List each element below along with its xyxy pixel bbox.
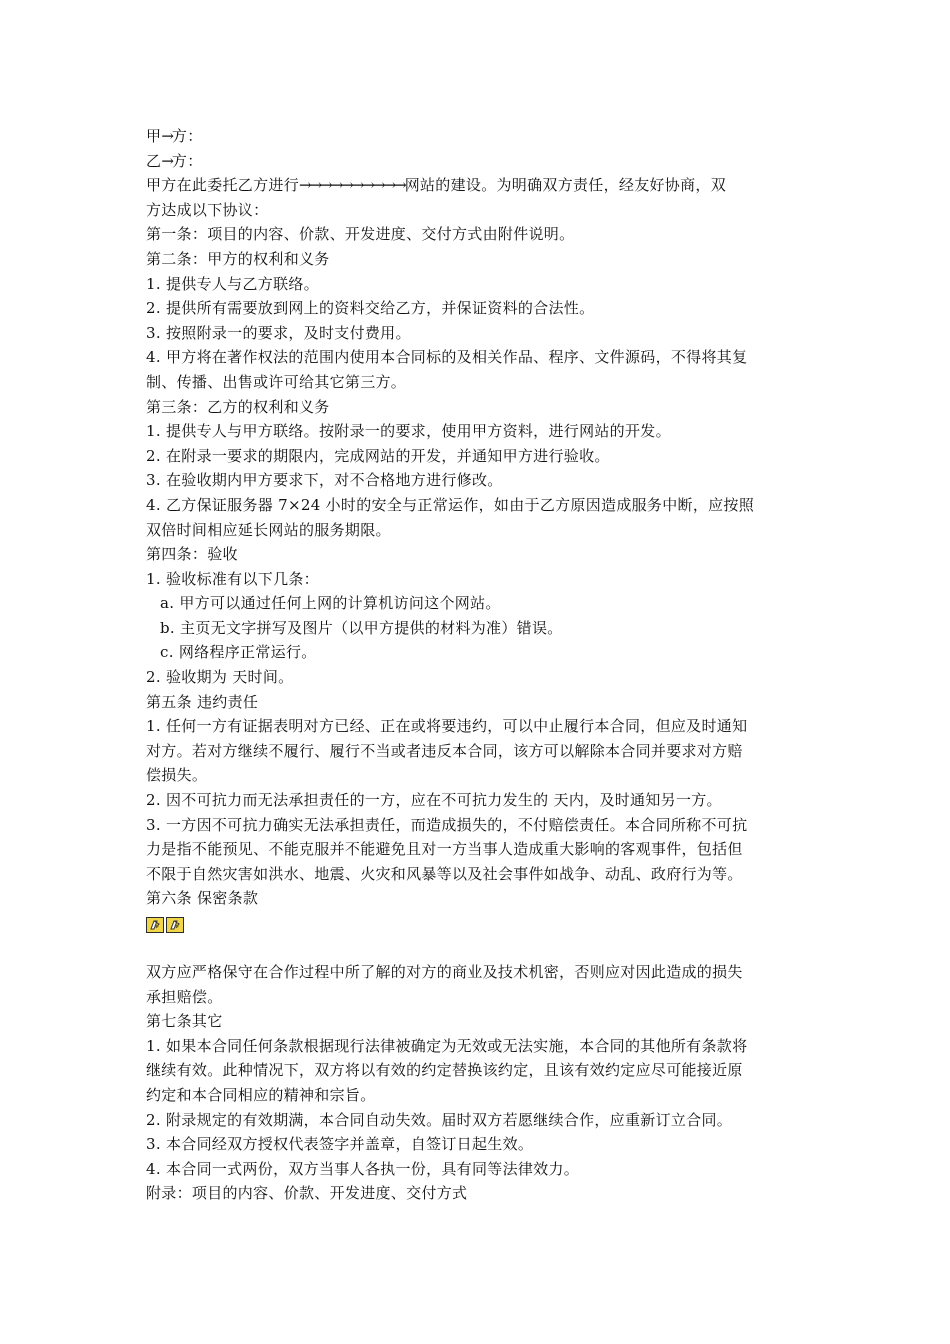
article-2-item: 制、传播、出售或许可给其它第三方。 [146, 372, 407, 391]
article-5-line: 不限于自然灾害如洪水、地震、火灾和风暴等以及社会事件如战争、动乱、政府行为等。 [146, 864, 743, 883]
article-5-title: 第五条 违约责任 [146, 692, 259, 711]
article-3-item: 2. 在附录一要求的期限内，完成网站的开发，并通知甲方进行验收。 [146, 446, 610, 465]
article-7-line: 约定和本合同相应的精神和宗旨。 [146, 1085, 376, 1104]
article-7-line: 2. 附录规定的有效期满，本合同自动失效。届时双方若愿继续合作，应重新订立合同。 [146, 1110, 733, 1129]
article-1: 第一条：项目的内容、价款、开发进度、交付方式由附件说明。 [146, 225, 575, 244]
tab-arrows-icon: →→→→→→→→→→ [299, 176, 405, 195]
intro-line-1 [146, 173, 816, 198]
embedded-objects [146, 914, 816, 936]
article-5-line: 3. 一方因不可抗力确实无法承担责任，而造成损失的，不付赔偿责任。本合同所称不可抗 [146, 815, 748, 834]
party-a-head: 甲 [146, 127, 162, 145]
article-7-line: 继续有效。此种情况下，双方将以有效的约定替换该约定，且该有效约定应尽可能接近原 [146, 1061, 743, 1080]
article-5-line: 偿损失。 [146, 766, 208, 785]
party-a-line [146, 124, 816, 149]
article-4-title: 第四条：验收 [146, 545, 238, 564]
article-7-line: 1. 如果本合同任何条款根据现行法律被确定为无效或无法实施，本合同的其他所有条款将 [146, 1036, 748, 1055]
article-4-subitem: a. 甲方可以通过任何上网的计算机访问这个网站。 [160, 594, 501, 613]
article-3-item: 3. 在验收期内甲方要求下，对不合格地方进行修改。 [146, 471, 503, 490]
party-b-line [146, 149, 816, 174]
article-4-subitem: c. 网络程序正常运行。 [160, 643, 317, 662]
article-4-item: 2. 验收期为 天时间。 [146, 668, 294, 687]
article-7-line: 3. 本合同经双方授权代表签字并盖章，自签订日起生效。 [146, 1135, 534, 1154]
article-6-line: 双方应严格保守在合作过程中所了解的对方的商业及技术机密，否则应对因此造成的损失 [146, 963, 743, 981]
article-5-line: 2. 因不可抗力而无法承担责任的一方，应在不可抗力发生的 天内，及时通知另一方。 [146, 791, 722, 810]
blank-line [146, 936, 816, 960]
article-5-line: 1. 任何一方有证据表明对方已经、正在或将要违约，可以中止履行本合同，但应及时通知 [146, 717, 748, 736]
article-5-line: 力是指不能预见、不能克服并不能避免且对一方当事人造成重大影响的客观事件，包括但 [146, 840, 743, 859]
article-4-item: 1. 验收标准有以下几条： [146, 569, 319, 588]
article-7-title: 第七条其它 [146, 1012, 223, 1031]
party-a-tail: 方： [171, 127, 203, 145]
contract-document [146, 124, 816, 1206]
intro-text-b: 网站的建设。为明确双方责任，经友好协商，双 [404, 176, 727, 195]
article-7-line: 4. 本合同一式两份，双方当事人各执一份，具有同等法律效力。 [146, 1159, 580, 1178]
intro-text-a: 甲方在此委托乙方进行 [146, 176, 300, 195]
article-2-title: 第二条：甲方的权利和义务 [146, 249, 330, 268]
editor-object-icon[interactable] [166, 917, 184, 933]
article-2-item: 4. 甲方将在著作权法的范围内使用本合同标的及相关作品、程序、文件源码，不得将其复 [146, 348, 748, 367]
intro-line-2: 方达成以下协议： [146, 200, 269, 219]
article-6-line: 承担赔偿。 [146, 987, 223, 1006]
appendix-line: 附录：项目的内容、价款、开发进度、交付方式 [146, 1184, 468, 1203]
article-2-item: 1. 提供专人与乙方联络。 [146, 274, 319, 293]
article-2-item: 3. 按照附录一的要求，及时支付费用。 [146, 323, 411, 342]
party-b-head: 乙 [146, 151, 162, 170]
article-3-item: 4. 乙方保证服务器 7×24 小时的安全与正常运作，如由于乙方原因造成服务中断，应按照 [146, 495, 755, 514]
editor-object-icon[interactable] [146, 917, 164, 933]
article-5-line: 对方。若对方继续不履行、履行不当或者违反本合同，该方可以解除本合同并要求对方赔 [146, 741, 743, 760]
article-3-item: 1. 提供专人与甲方联络。按附录一的要求，使用甲方资料，进行网站的开发。 [146, 422, 671, 441]
tab-arrow-icon: → [161, 151, 172, 170]
article-4-subitem: b. 主页无文字拼写及图片（以甲方提供的材料为准）错误。 [160, 618, 563, 637]
party-b-tail: 方： [171, 151, 203, 170]
tab-arrow-icon: → [161, 127, 172, 145]
article-3-item: 双倍时间相应延长网站的服务期限。 [146, 520, 391, 539]
article-2-item: 2. 提供所有需要放到网上的资料交给乙方，并保证资料的合法性。 [146, 299, 595, 318]
article-3-title: 第三条：乙方的权利和义务 [146, 397, 330, 416]
article-6-title: 第六条 保密条款 [146, 889, 259, 908]
